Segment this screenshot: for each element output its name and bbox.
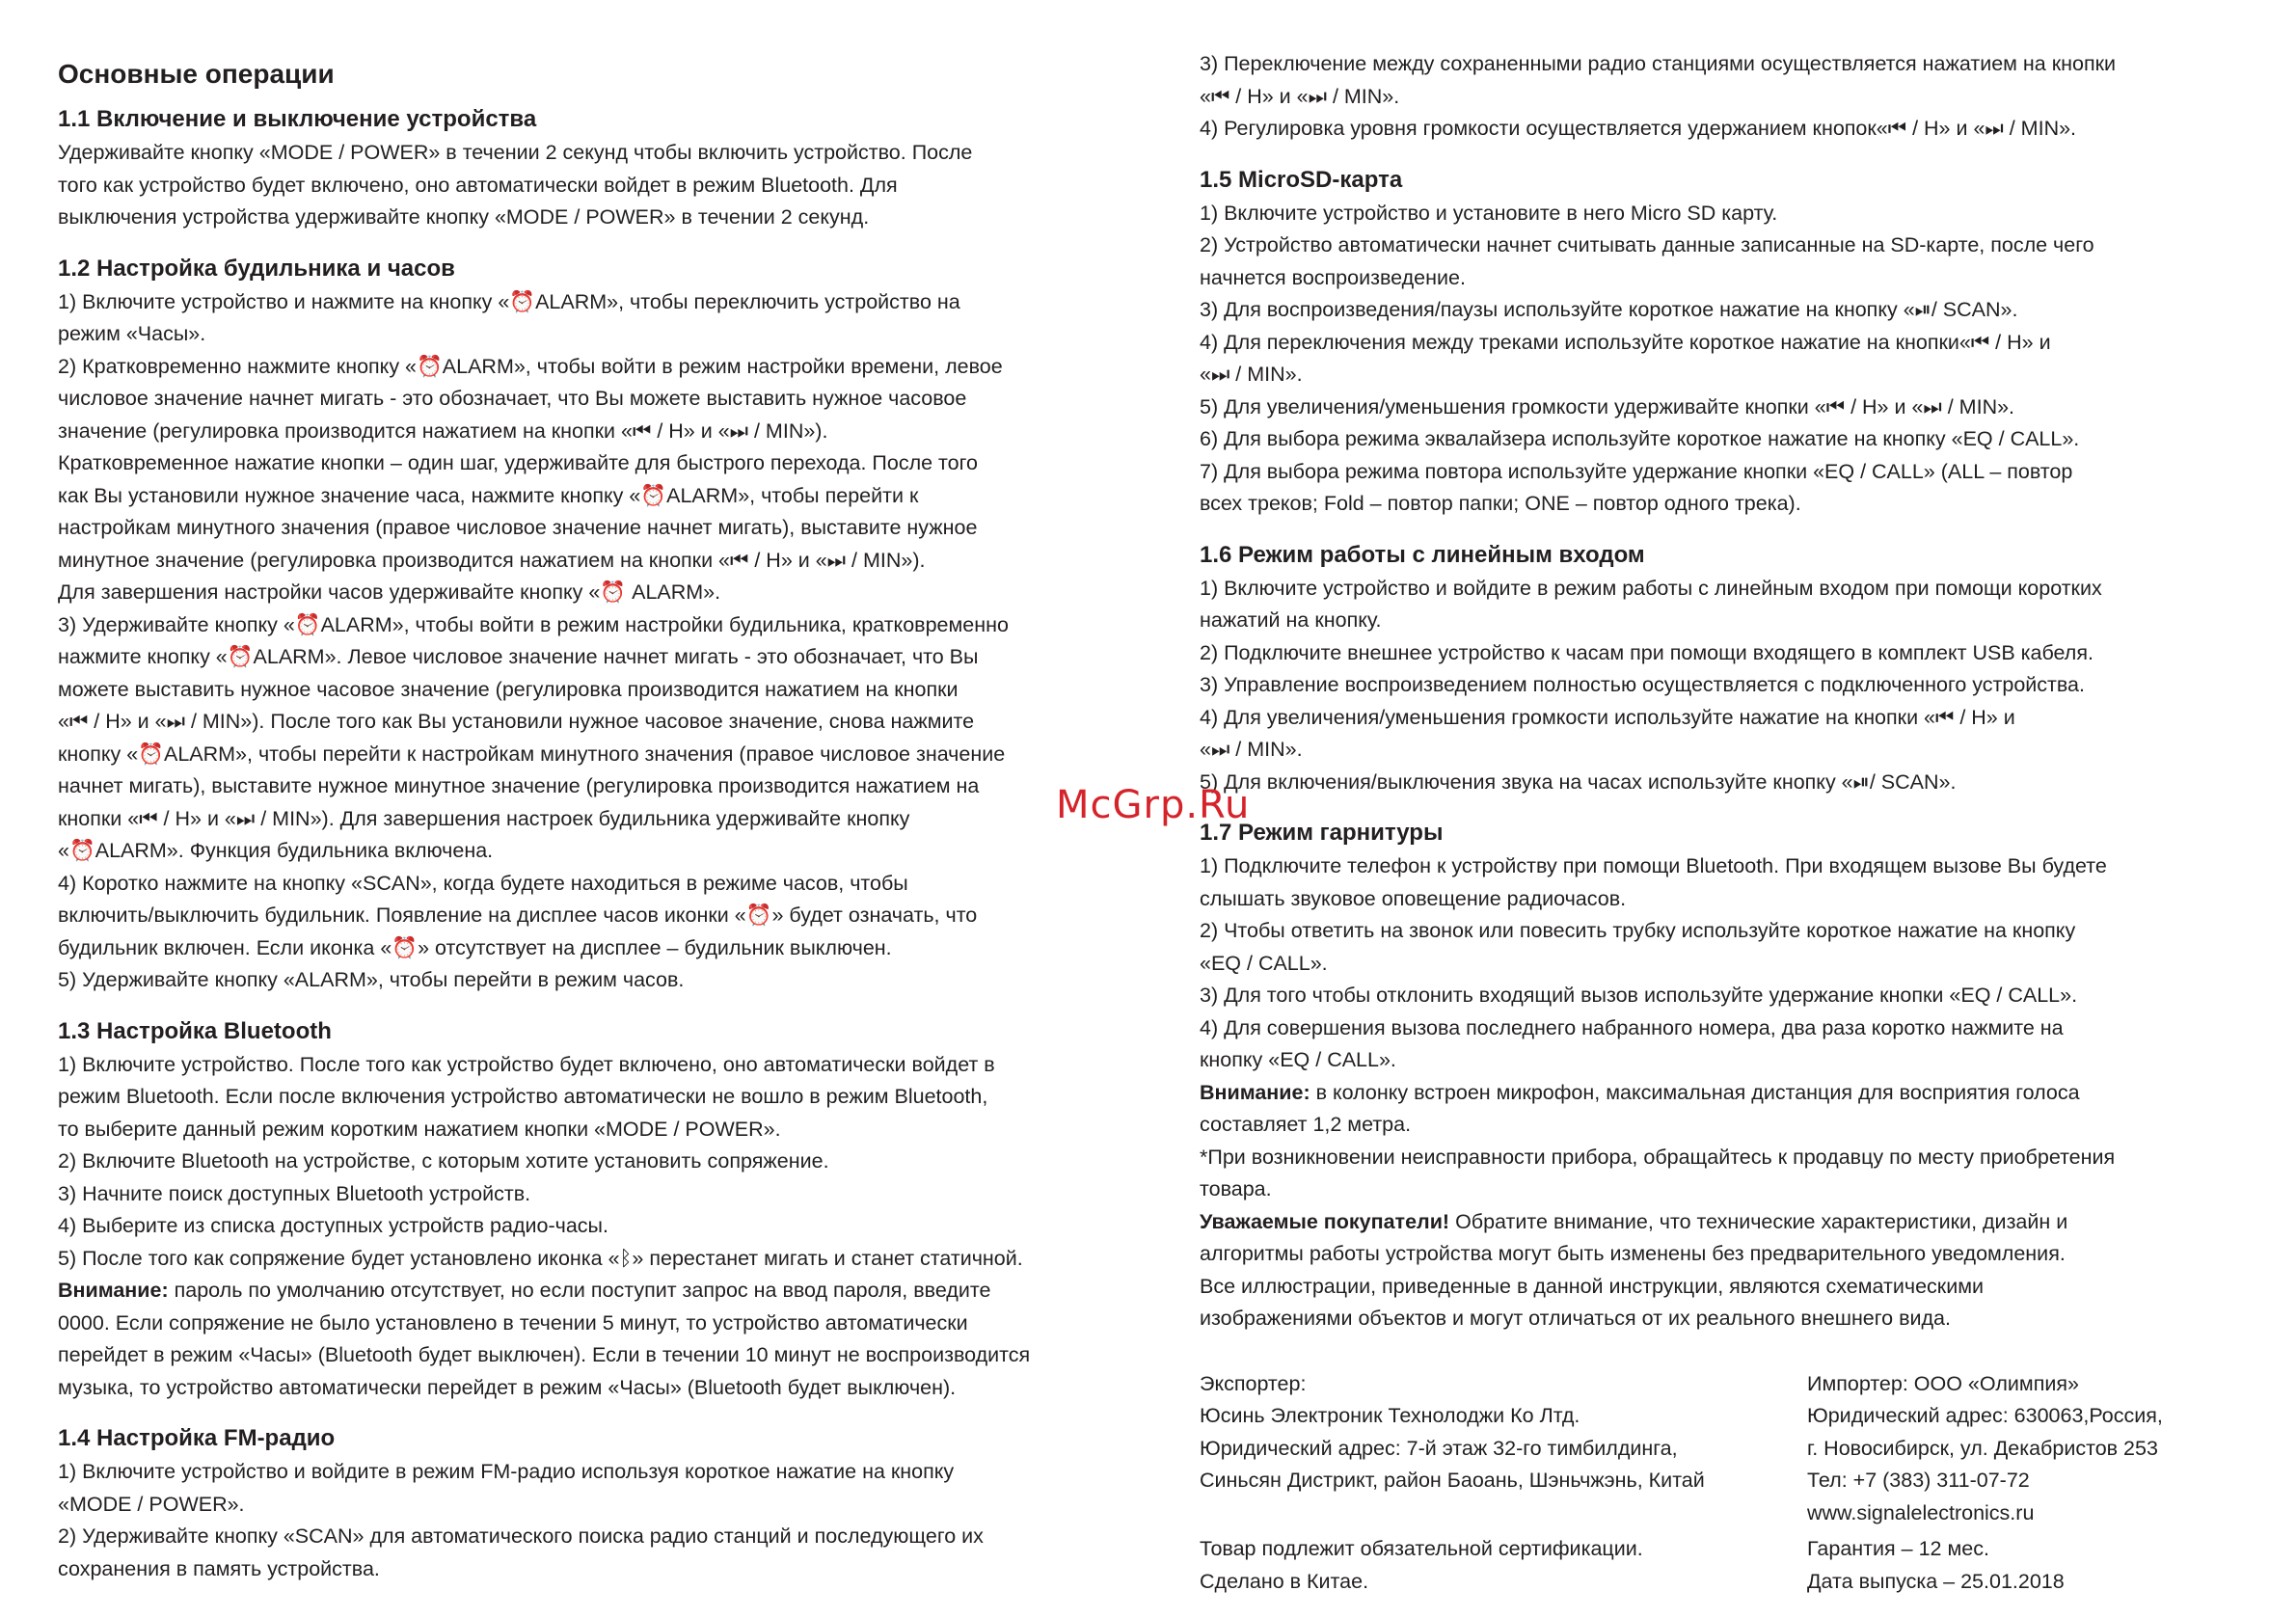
customers-note (1200, 1206, 2251, 1335)
customers-label: Уважаемые покупатели! (1200, 1209, 1450, 1233)
section-1-1-body: Удерживайте кнопку «MODE / POWER» в течении 2 секунд чтобы включить устройство. После того как устройство будет включено, оно автоматически войдет в режим Bluetooth. Для выключения устройства удерживайте кнопку «MODE / POWER» в течении 2 секунд. (58, 141, 973, 229)
note-label: Внимание: (58, 1279, 169, 1302)
page-title: Основные операции (58, 59, 335, 89)
section-1-2-heading: 1.2 Настройка будильника и часов (58, 255, 455, 282)
customers-text: Обратите внимание, что технические характеристики, дизайн и алгоритмы работы устройства могут быть изменены без предварительного уведомления. Все иллюстрации, приведенные в данной инструкции, являются схематическими изображениями объектов и могут отличаться от их реального внешнего вида. (1200, 1209, 2068, 1330)
section-1-5-heading: 1.5 MicroSD-карта (1200, 166, 1403, 193)
footer (1200, 1368, 2251, 1599)
importer-info: Импортер: ООО «Олимпия» Юридический адрес: 630063,Россия, г. Новосибирск, ул. Декабристов 253 Тел: +7 (383) 311-07-72 www.signalelectronics.ru (1807, 1371, 2163, 1524)
warranty-info: Гарантия – 12 мес. Дата выпуска – 25.01.2018 (1807, 1537, 2065, 1593)
section-1-7-note (1200, 1077, 2251, 1142)
section-1-6-heading: 1.6 Режим работы с линейным входом (1200, 541, 1645, 568)
service-note: *При возникновении неисправности прибора, обращайтесь к продавцу по месту приобретения товара. (1200, 1145, 2116, 1200)
note-text: в колонку встроен микрофон, максимальная дистанция для восприятия голоса составляет 1,2 метра. (1200, 1080, 2080, 1136)
section-1-7-body: 1) Подключите телефон к устройству при помощи Bluetooth. При входящем вызове Вы будете слышать звуковое оповещение радиочасов. 2) Чтобы ответить на звонок или повесить трубку используйте короткое нажатие на кнопку «EQ / CALL». 3) Для того чтобы отклонить входящий вызов используйте удержание кнопки «EQ / CALL». 4) Для совершения вызова последнего набранного номера, два раза коротко нажмите на кнопку «EQ / CALL». (1200, 854, 2107, 1071)
section-1-1-heading: 1.1 Включение и выключение устройства (58, 106, 537, 132)
section-1-5-body: 1) Включите устройство и установите в него Micro SD карту. 2) Устройство автоматически начнет считывать данные записанные на SD-карте, после чего начнется воспроизведение. 3) Для воспроизведения/паузы используйте короткое нажатие на кнопку «⏯/ SCAN». 4) Для переключения между треками используйте короткое нажатие на кнопки«⏮ / H» и «⏭ / MIN». 5) Для увеличения/уменьшения громкости удерживайте кнопки «⏮ / H» и «⏭ / MIN». 6) Для выбора режима эквалайзера используйте короткое нажатие на кнопку «EQ / CALL». 7) Для выбора режима повтора используйте удержание кнопки «EQ / CALL» (ALL – повтор всех треков; Fold – повтор папки; ONE – повтор одного трека). (1200, 201, 2094, 515)
certification-info: Товар подлежит обязательной сертификации. Сделано в Китае. (1200, 1537, 1643, 1593)
right-column (1200, 48, 2251, 1598)
section-1-4-heading: 1.4 Настройка FM-радио (58, 1425, 336, 1451)
section-1-4-continued: 3) Переключение между сохраненными радио станциями осуществляется нажатием на кнопки «⏮ / H» и «⏭ / MIN». 4) Регулировка уровня громкости осуществляется удержанием кнопок«⏮ / H» и «⏭ / MIN». (1200, 52, 2117, 140)
section-1-3-note (58, 1275, 1148, 1404)
section-1-3-heading: 1.3 Настройка Bluetooth (58, 1017, 332, 1044)
section-1-7-heading: 1.7 Режим гарнитуры (1200, 820, 1444, 846)
section-1-6-body: 1) Включите устройство и войдите в режим работы с линейным входом при помощи коротких нажатий на кнопку. 2) Подключите внешнее устройство к часам при помощи входящего в комплект USB кабеля. 3) Управление воспроизведением полностью осуществляется с подключенного устройства. 4) Для увеличения/уменьшения громкости используйте нажатие на кнопки «⏮ / H» и «⏭ / MIN». 5) Для включения/выключения звука на часах используйте кнопку «⏯/ SCAN». (1200, 576, 2102, 794)
section-1-3-body: 1) Включите устройство. После того как устройство будет включено, оно автоматически войдет в режим Bluetooth. Если после включения устройство автоматически не вошло в режим Bluetooth, то выберите данный режим коротким нажатием кнопки «MODE / POWER». 2) Включите Bluetooth на устройстве, с которым хотите установить сопряжение. 3) Начните поиск доступных Bluetooth устройств. 4) Выберите из списка доступных устройств радио-часы. 5) После того как сопряжение будет установлено иконка «ᛒ» перестанет мигать и станет статичной. (58, 1052, 1023, 1270)
section-1-4-body: 1) Включите устройство и войдите в режим FM-радио используя короткое нажатие на кнопку «MODE / POWER». 2) Удерживайте кнопку «SCAN» для автоматического поиска радио станций и последующего их сохранения в память устройства. (58, 1460, 984, 1580)
section-1-2-body: 1) Включите устройство и нажмите на кнопку «⏰ALARM», чтобы переключить устройство на режим «Часы». 2) Кратковременно нажмите кнопку «⏰ALARM», чтобы войти в режим настройки времени, левое числовое значение начнет мигать - это обозначает, что Вы можете выставить нужное часовое значение (регулировка производится нажатием на кнопки «⏮ / H» и «⏭ / MIN»). Кратковременное нажатие кнопки – один шаг, удерживайте для быстрого перехода. После того как Вы установили нужное значение часа, нажмите кнопку «⏰ALARM», чтобы перейти к настройкам минутного значения (правое числовое значение начнет мигать), выставите нужное минутное значение (регулировка производится нажатием на кнопки «⏮ / H» и «⏭ / MIN»). Для завершения настройки часов удерживайте кнопку «⏰ ALARM». 3) Удерживайте кнопку «⏰ALARM», чтобы войти в режим настройки будильника, кратковременно нажмите кнопку «⏰ALARM». Левое числовое значение начнет мигать - это обозначает, что Вы можете выставить нужное часовое значение (регулировка производится нажатием на кнопки «⏮ / H» и «⏭ / MIN»). После того как Вы установили нужное часовое значение, снова нажмите кнопку «⏰ALARM», чтобы перейти к настройкам минутного значения (правое числовое значение начнет мигать), выставите нужное минутное значение (регулировка производится нажатием на кнопки «⏮ / H» и «⏭ / MIN»). Для завершения настроек будильника удерживайте кнопку «⏰ALARM». Функция будильника включена. 4) Коротко нажмите на кнопку «SCAN», когда будете находиться в режиме часов, чтобы включить/выключить будильник. Появление на дисплее часов иконки «⏰» будет означать, что будильник включен. Если иконка «⏰» отсутствует на дисплее – будильник выключен. 5) Удерживайте кнопку «ALARM», чтобы перейти в режим часов. (58, 289, 1009, 991)
left-column (58, 50, 1148, 1585)
watermark: McGrp.Ru (1056, 783, 1251, 827)
note-text: пароль по умолчанию отсутствует, но если поступит запрос на ввод пароля, введите 0000. Если сопряжение не было установлено в течении 5 минут, то устройство автоматически перейдет в режим «Часы» (Bluetooth будет выключен). Если в течении 10 минут не воспроизводится музыка, то устройство автоматически перейдет в режим «Часы» (Bluetooth будет выключен). (58, 1279, 1031, 1399)
note-label: Внимание: (1200, 1080, 1310, 1104)
exporter-info: Экспортер: Юсинь Электроник Технолоджи Ко Лтд. Юридический адрес: 7-й этаж 32-го тимбилдинга, Синьсян Дистрикт, район Баоань, Шэньчжэнь, Китай (1200, 1371, 1705, 1492)
